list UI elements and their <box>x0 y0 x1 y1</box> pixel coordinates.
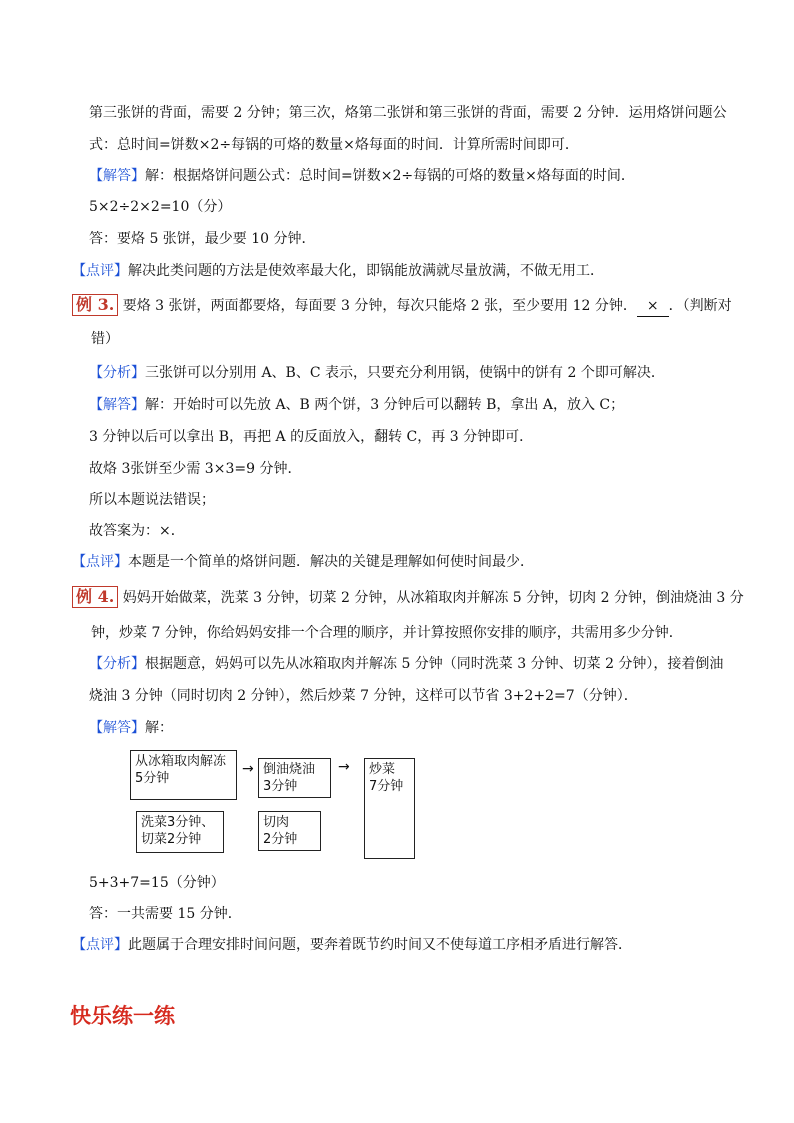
example4-question-cont: 钟，炒菜 7 分钟，你给妈妈安排一个合理的顺序，并计算按照你安排的顺序，共需用多少分钟． <box>91 625 683 641</box>
comment-tag: 【点评】 <box>72 937 128 953</box>
answer-text: 解：根据烙饼问题公式：总时间=饼数×2÷每锅的可烙的数量×烙每面的时间． <box>145 168 635 184</box>
analysis-tag: 【分析】 <box>89 365 145 381</box>
analysis-text: 三张饼可以分别用 A、B、C 表示，只要充分利用锅，使锅中的饼有 2 个即可解决． <box>145 365 665 381</box>
example4-analysis <box>89 654 723 674</box>
example4-question-text: 妈妈开始做菜，洗菜 3 分钟，切菜 2 分钟，从冰箱取肉并解冻 5 分钟，切肉 2 分钟，倒油烧油 3 分 <box>122 590 744 606</box>
example3-question-suffix: ．（判断对 <box>668 298 732 314</box>
example3-line-3: 故烙 3张饼至少需 3×3=9 分钟． <box>89 461 302 477</box>
comment-text: 此题属于合理安排时间问题，要奔着既节约时间又不使每道工序相矛盾进行解答． <box>128 937 632 953</box>
step-time: 2分钟 <box>263 832 298 847</box>
example3-question <box>72 294 732 317</box>
example4-reply: 答：一共需要 15 分钟． <box>89 906 242 922</box>
example4-answer <box>89 718 173 738</box>
example4-comment <box>72 935 632 955</box>
step-time: 7分钟 <box>369 779 404 794</box>
example4-calc: 5+3+7=15（分钟） <box>89 875 225 891</box>
step-box-heat-oil <box>258 758 331 798</box>
step-box-cut-meat <box>258 811 321 851</box>
step-time: 5分钟 <box>135 771 170 786</box>
step-time: 切菜2分钟 <box>141 832 202 847</box>
arrow-icon: → <box>242 761 254 777</box>
example3-comment <box>72 552 534 572</box>
comment-text: 解决此类问题的方法是使效率最大化，即锅能放满就尽量放满，不做无用工． <box>128 263 604 279</box>
step-box-thaw-meat <box>130 750 237 800</box>
example4-analysis-cont: 烧油 3 分钟（同时切肉 2 分钟），然后炒菜 7 分钟，这样可以节省 3+2+2=7（分钟）． <box>89 688 638 704</box>
answer-text: 解：开始时可以先放 A、B 两个饼，3 分钟后可以翻转 B，拿出 A，放入 C； <box>145 397 625 413</box>
example4-label: 例 4. <box>72 586 118 608</box>
answer-tag: 【解答】 <box>89 397 145 413</box>
answer-tag: 【解答】 <box>89 168 145 184</box>
example3-line-4: 所以本题说法错误； <box>89 492 215 508</box>
step-label: 洗菜3分钟、 <box>141 815 215 830</box>
example3-line-2: 3 分钟以后可以拿出 B，再把 A 的反面放入，翻转 C，再 3 分钟即可． <box>89 429 534 445</box>
analysis-tag: 【分析】 <box>89 656 145 672</box>
comment-tag: 【点评】 <box>72 554 128 570</box>
section-heading: 快乐练一练 <box>70 1004 175 1028</box>
analysis-text: 根据题意，妈妈可以先从冰箱取肉并解冻 5 分钟（同时洗菜 3 分钟、切菜 2 分钟），接着倒油 <box>145 656 724 672</box>
step-label: 从冰箱取肉解冻 <box>135 754 227 769</box>
answer-text: 解： <box>145 720 173 736</box>
step-time: 3分钟 <box>263 779 298 794</box>
example3-analysis <box>89 363 665 383</box>
answer-tag: 【解答】 <box>89 720 145 736</box>
example3-line-5: 故答案为：×． <box>89 523 185 539</box>
example3-label: 例 3. <box>72 294 118 316</box>
intro-calc: 5×2÷2×2=10（分） <box>89 199 232 215</box>
example3-answer <box>89 395 624 415</box>
intro-line-1: 第三张饼的背面，需要 2 分钟；第三次，烙第二张饼和第三张饼的背面，需要 2 分钟．运用烙饼问题公 <box>89 105 727 121</box>
intro-line-2: 式：总时间=饼数×2÷每锅的可烙的数量×烙每面的时间．计算所需时间即可． <box>89 137 579 153</box>
example3-question-text: 要烙 3 张饼，两面都要烙，每面要 3 分钟，每次只能烙 2 张，至少要用 12 分钟． <box>122 298 637 314</box>
example4-question <box>72 586 744 608</box>
step-label: 切肉 <box>263 815 290 830</box>
step-box-stir-fry <box>364 758 415 859</box>
intro-reply: 答：要烙 5 张饼，最少要 10 分钟． <box>89 231 316 247</box>
step-label: 炒菜 <box>369 762 396 777</box>
step-box-wash-cut-vegetables <box>136 811 224 853</box>
example3-answer-blank: × <box>637 296 669 317</box>
example3-question-cont: 错） <box>91 331 119 347</box>
intro-answer <box>89 166 635 186</box>
arrow-icon: → <box>338 759 350 775</box>
comment-tag: 【点评】 <box>72 263 128 279</box>
intro-comment <box>72 261 604 281</box>
comment-text: 本题是一个简单的烙饼问题．解决的关键是理解如何使时间最少． <box>128 554 534 570</box>
step-label: 倒油烧油 <box>263 762 316 777</box>
